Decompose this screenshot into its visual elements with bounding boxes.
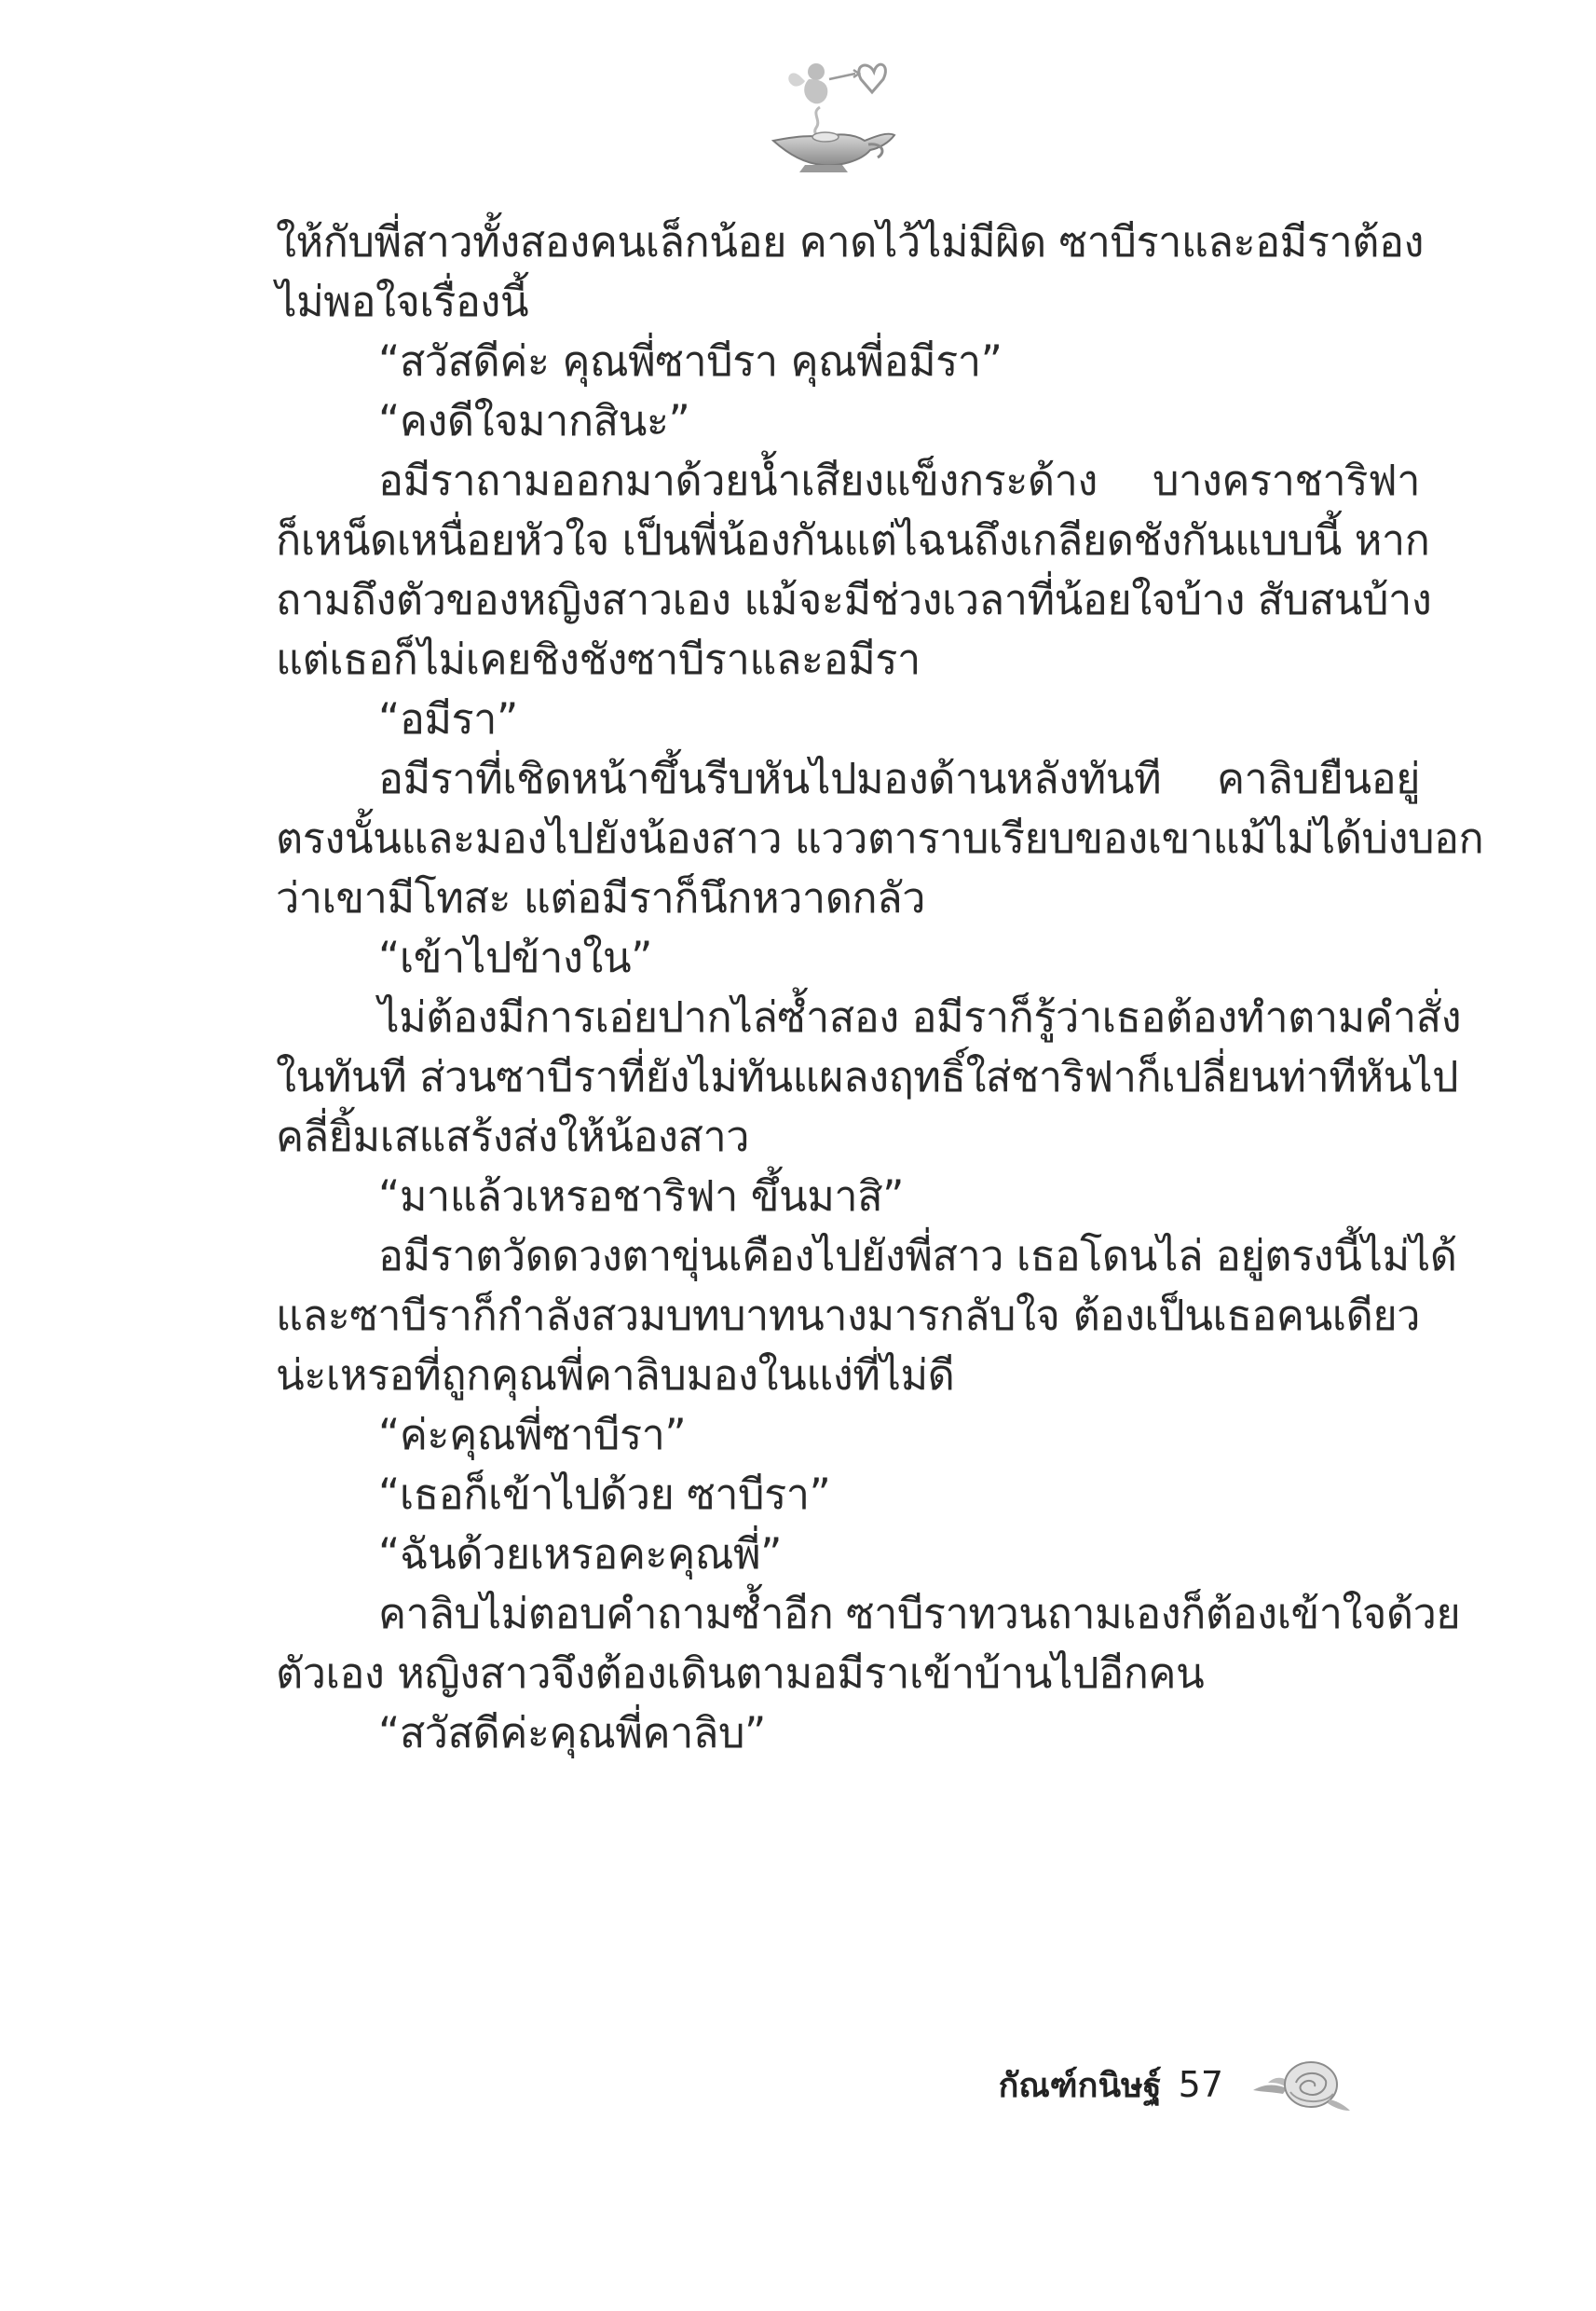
text-line: และซาบีราก็กำลังสวมบทบาทนางมารกลับใจ ต้องเป็นเธอคนเดียว bbox=[276, 1291, 1420, 1340]
paragraph bbox=[276, 988, 1462, 1167]
paragraph bbox=[276, 690, 1420, 749]
paragraph bbox=[276, 928, 1420, 988]
paragraph bbox=[276, 1226, 1457, 1405]
paragraph bbox=[276, 1405, 1420, 1465]
text-line: คาลิบไม่ตอบคำถามซ้ำอีก ซาบีราทวนถามเองก็ต้องเข้าใจด้วย bbox=[378, 1589, 1461, 1638]
text-line: แต่เธอก็ไม่เคยชิงชังซาบีราและอมีรา bbox=[276, 635, 921, 684]
paragraph bbox=[276, 1703, 1420, 1763]
text-line: คลี่ยิ้มเสแสร้งส่งให้น้องสาว bbox=[276, 1112, 750, 1161]
text-line: “เข้าไปข้างใน” bbox=[378, 933, 652, 982]
paragraph bbox=[276, 1167, 1420, 1226]
text-line: ว่าเขามีโทสะ แต่อมีราก็นึกหวาดกลัว bbox=[276, 873, 926, 923]
genie-lamp-ornament-icon bbox=[764, 51, 904, 177]
page-number: 57 bbox=[1178, 2064, 1223, 2105]
text-line: “ฉันด้วยเหรอคะคุณพี่” bbox=[378, 1529, 782, 1579]
text-line: อมีราตวัดดวงตาขุ่นเคืองไปยังพี่สาว เธอโดนไล่ อยู่ตรงนี้ไม่ได้ bbox=[378, 1231, 1457, 1280]
text-line: “สวัสดีค่ะคุณพี่คาลิบ” bbox=[378, 1708, 766, 1757]
text-line: “ค่ะคุณพี่ซาบีรา” bbox=[378, 1410, 687, 1459]
page-footer bbox=[999, 2055, 1352, 2114]
paragraph bbox=[276, 749, 1484, 928]
text-line: ตรงนั้นและมองไปยังน้องสาว แววตาราบเรียบของเขาแม้ไม่ได้บ่งบอก bbox=[276, 814, 1484, 863]
text-line: ไม่ต้องมีการเอ่ยปากไล่ซ้ำสอง อมีราก็รู้ว่าเธอต้องทำตามคำสั่ง bbox=[378, 992, 1462, 1042]
text-line: ก็เหน็ดเหนื่อยหัวใจ เป็นพี่น้องกันแต่ไฉนถึงเกลียดชังกันแบบนี้ หาก bbox=[276, 515, 1430, 565]
text-line: อมีราถามออกมาด้วยน้ำเสียงแข็งกระด้าง บางคราชาริฟา bbox=[378, 456, 1420, 505]
text-line: ตัวเอง หญิงสาวจึงต้องเดินตามอมีราเข้าบ้านไปอีกคน bbox=[276, 1648, 1205, 1698]
text-line: ให้กับพี่สาวทั้งสองคนเล็กน้อย คาดไว้ไม่มีผิด ซาบีราและอมีราต้อง bbox=[276, 217, 1425, 267]
text-line: “คงดีใจมากสินะ” bbox=[378, 396, 690, 445]
text-line: ไม่พอใจเรื่องนี้ bbox=[276, 277, 529, 326]
paragraph bbox=[276, 1525, 1420, 1584]
text-line: ในทันที ส่วนซาบีราที่ยังไม่ทันแผลงฤทธิ์ใส่ชาริฟาก็เปลี่ยนท่าทีหันไป bbox=[276, 1052, 1459, 1101]
body-text bbox=[276, 212, 1484, 1763]
paragraph bbox=[276, 332, 1420, 391]
text-line: ถามถึงตัวของหญิงสาวเอง แม้จะมีช่วงเวลาที่น้อยใจบ้าง สับสนบ้าง bbox=[276, 575, 1432, 624]
paragraph bbox=[276, 451, 1432, 690]
text-line: “มาแล้วเหรอชาริฟา ขึ้นมาสิ” bbox=[378, 1171, 904, 1221]
text-line: “สวัสดีค่ะ คุณพี่ซาบีรา คุณพี่อมีรา” bbox=[378, 336, 1003, 386]
paragraph bbox=[276, 1584, 1461, 1703]
text-line: “อมีรา” bbox=[378, 694, 518, 744]
text-line: น่ะเหรอที่ถูกคุณพี่คาลิบมองในแง่ที่ไม่ดี bbox=[276, 1350, 955, 1400]
paragraph bbox=[276, 1465, 1420, 1525]
paragraph bbox=[276, 212, 1425, 332]
rose-icon bbox=[1249, 2055, 1352, 2114]
paragraph bbox=[276, 391, 1420, 451]
text-line: อมีราที่เชิดหน้าขึ้นรีบหันไปมองด้านหลังทันที คาลิบยืนอยู่ bbox=[378, 754, 1420, 803]
book-title: กัณฑ์กนิษฐ์ bbox=[998, 2066, 1162, 2105]
text-line: “เธอก็เข้าไปด้วย ซาบีรา” bbox=[378, 1470, 831, 1519]
